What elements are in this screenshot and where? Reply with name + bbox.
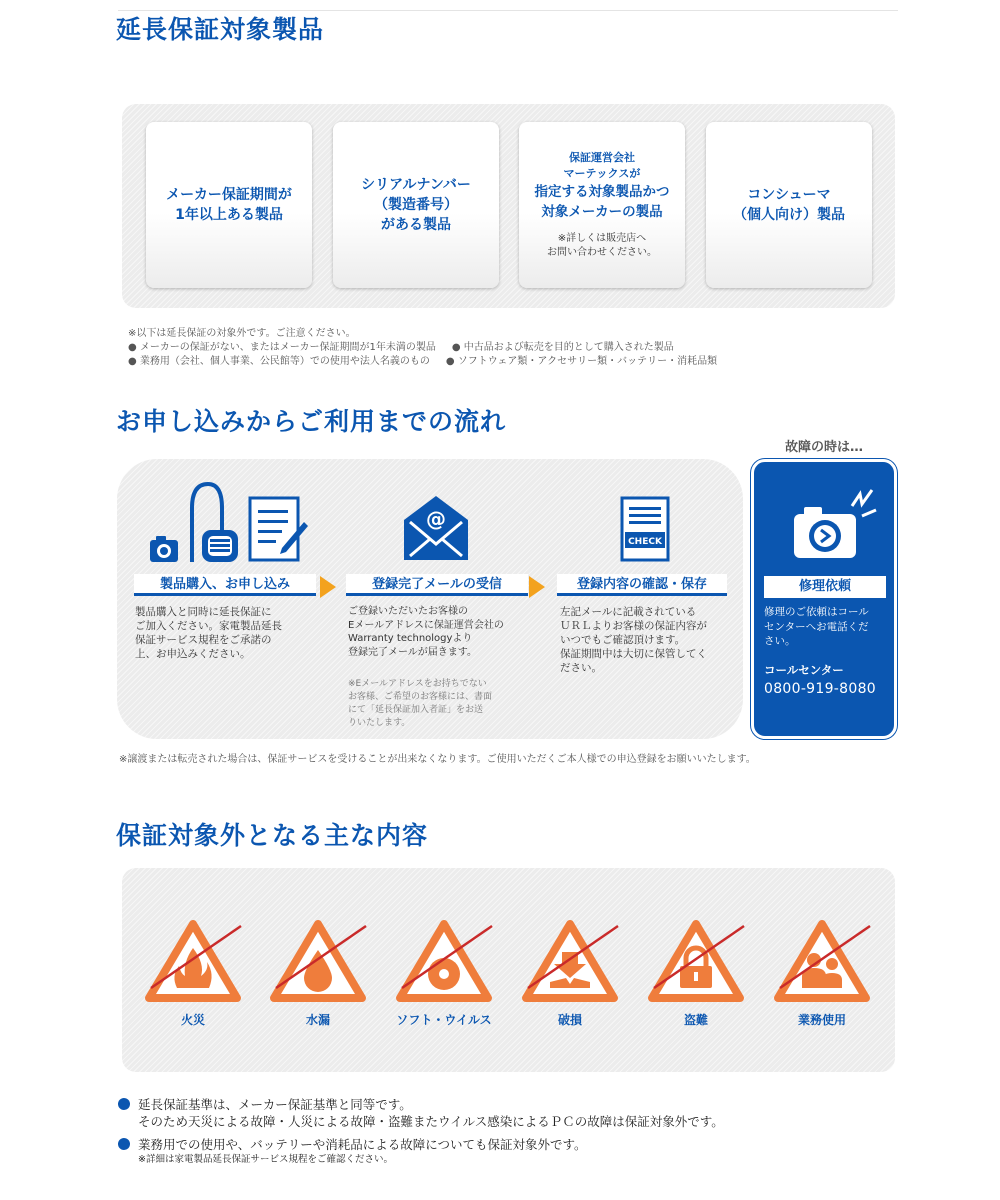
exclusion-notes-header: ※以下は延長保証の対象外です。ご注意ください。	[128, 328, 356, 339]
flow-step-text-confirm: 左記メールに記載されている ＵＲＬよりお客様の保証内容が いつでもご確認頂けます。 保証期間中は大切に保管してく ださい。	[560, 606, 707, 674]
flow-arrow-icon	[320, 576, 336, 598]
flow-step-text-purchase: 製品購入と同時に延長保証に ご加入ください。家電製品延長 保証サービス規程をご承諾の 上、お申込みください。	[135, 606, 282, 660]
card-text: シリアルナンバー （製造番号） がある製品	[361, 177, 471, 233]
exclusion-note: ● メーカーの保証がない、またはメーカー保証期間が1年未満の製品	[128, 342, 436, 353]
coverage-note: 延長保証基準は、メーカー保証基準と同等です。 そのため天災による故障・人災による故障・盗難またウイルス感染によるＰＣの故障は保証対象外です。	[138, 1097, 724, 1129]
broken-box-icon	[520, 918, 620, 1002]
exclusion-notes-row	[128, 341, 733, 355]
transfer-note: ※譲渡または転売された場合は、保証サービスを受けることが出来なくなります。ご使用いただくご本人様での申込登録をお願いいたします。	[119, 754, 756, 765]
card-text: コンシューマ （個人向け）製品	[733, 187, 845, 223]
check-document-icon	[620, 496, 670, 562]
eligible-card-warranty-period	[146, 122, 312, 288]
exclusion-note: ● 業務用（会社、個人事業、公民館等）での使用や法人名義のもの	[128, 356, 430, 367]
card-text: 指定する対象製品かつ 対象メーカーの製品	[534, 184, 670, 220]
not-covered-label-fire: 火災	[180, 1013, 205, 1027]
repair-heading: 故障の時は…	[784, 440, 863, 455]
flow-step-subnote-email: ※Eメールアドレスをお持ちでない お客様、ご希望のお客様には、書面 にて「延長保証加入者証」をお送 りいたします。	[348, 679, 493, 728]
list-item	[118, 1136, 724, 1153]
repair-text: 修理のご依頼はコール センターへお電話くだ さい。	[764, 606, 869, 647]
coverage-note: 業務用での使用や、バッテリーや消耗品による故障についても保証対象外です。	[138, 1137, 587, 1152]
card-text: メーカー保証期間が 1年以上ある製品	[166, 187, 292, 223]
fire-icon	[143, 918, 243, 1002]
padlock-icon	[646, 918, 746, 1002]
eligible-card-consumer	[706, 122, 872, 288]
flow-step-text-email: ご登録いただいたお客様の Eメールアドレスに保証運営会社の Warranty technologyより 登録完了メールが届きます。	[348, 606, 504, 658]
vacuum-camera-document-icon	[148, 478, 308, 566]
call-center-label: コールセンター	[764, 663, 844, 677]
exclusion-note: ● ソフトウェア類・アクセサリー類・バッテリー・消耗品類	[445, 356, 718, 367]
exclusion-notes-row	[128, 355, 733, 369]
bullet-icon	[118, 1138, 130, 1150]
water-drop-icon	[268, 918, 368, 1002]
exclusion-note: ● 中古品および転売を目的として購入された製品	[451, 342, 674, 353]
eligible-card-designated-products	[519, 122, 685, 288]
bullet-icon	[118, 1098, 130, 1110]
section-title-flow: お申し込みからご利用までの流れ	[116, 407, 507, 436]
not-covered-label-business: 業務使用	[797, 1013, 846, 1027]
call-center-phone[interactable]: 0800-919-8080	[764, 681, 876, 697]
eligible-card-serial-number	[333, 122, 499, 288]
flow-step-label-purchase: 製品購入、お申し込み	[134, 574, 316, 596]
flow-step-label-email: 登録完了メールの受信	[346, 574, 528, 596]
not-covered-label-virus: ソフト・ウイルス	[396, 1013, 492, 1027]
section-title-not-covered: 保証対象外となる主な内容	[116, 821, 429, 850]
repair-request-label: 修理依頼	[764, 576, 886, 598]
not-covered-label-theft: 盗難	[683, 1013, 708, 1027]
flow-step-label-confirm: 登録内容の確認・保存	[557, 574, 727, 596]
not-covered-label-damage: 破損	[557, 1013, 582, 1027]
broken-camera-icon	[790, 486, 880, 564]
card-subtext: 保証運営会社 マーテックスが	[563, 151, 641, 180]
coverage-notes-list	[118, 1096, 724, 1167]
not-covered-label-water: 水漏	[305, 1013, 330, 1027]
check-text: CHECK	[628, 537, 662, 547]
section-title-eligible-products: 延長保証対象製品	[116, 15, 325, 44]
exclusion-notes	[128, 327, 733, 369]
at-sign: @	[426, 507, 446, 531]
card-note: ※詳しくは販売店へ お問い合わせください。	[547, 233, 657, 258]
business-people-icon	[772, 918, 872, 1002]
terms-note: ※詳細は家電製品延長保証サービス規程をご確認ください。	[138, 1154, 393, 1165]
flow-arrow-icon	[529, 576, 545, 598]
email-envelope-icon	[402, 494, 470, 562]
list-item	[118, 1096, 724, 1130]
disc-icon	[394, 918, 494, 1002]
